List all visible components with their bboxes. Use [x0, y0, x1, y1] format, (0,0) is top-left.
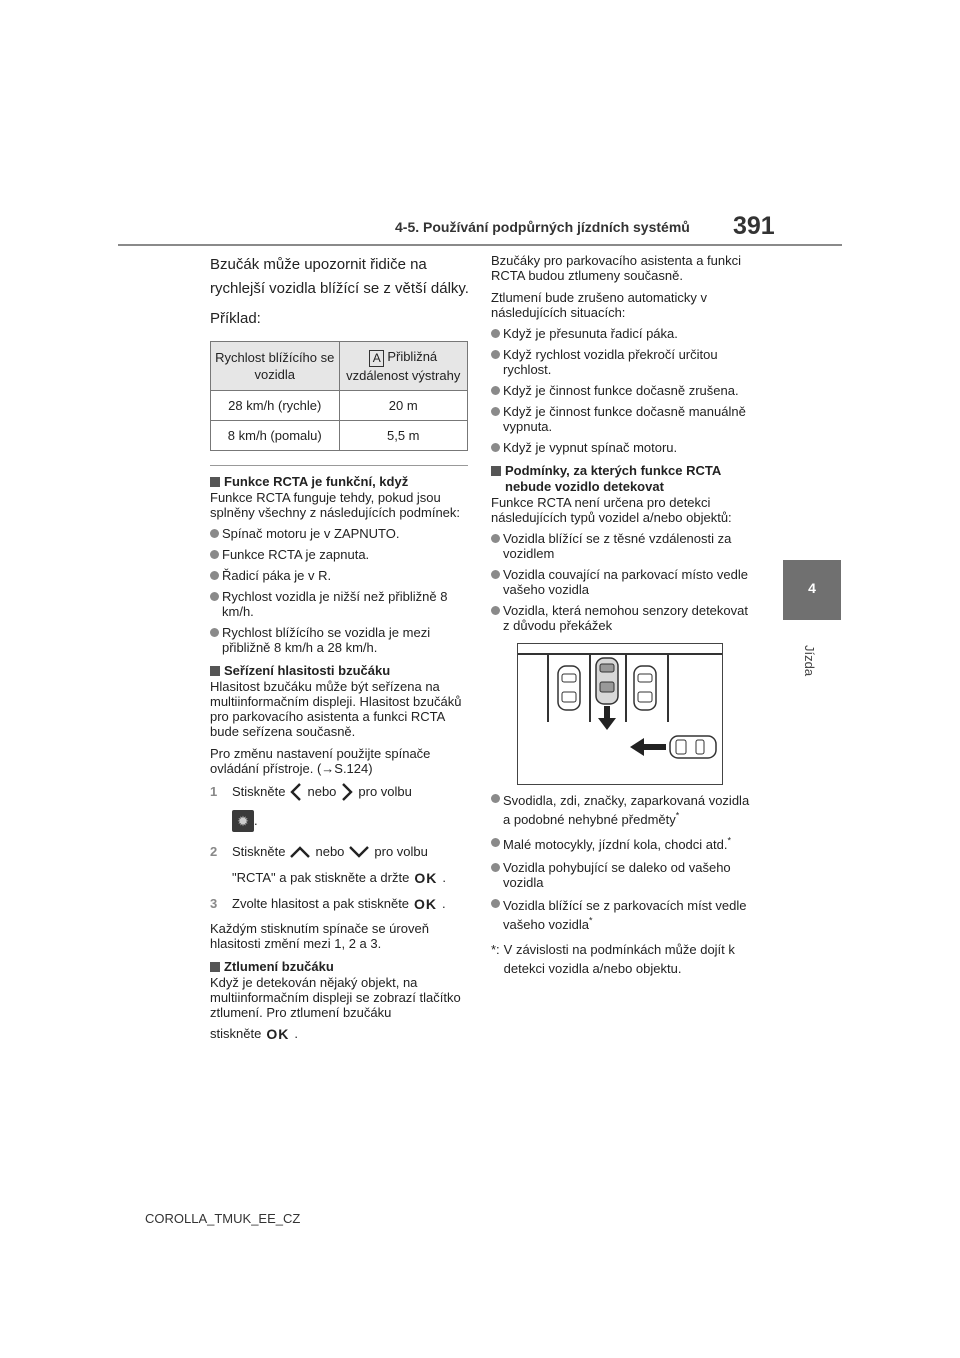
list-item: Vozidla blížící se z parkovacích míst vedle vašeho vozidla* [491, 896, 753, 934]
chevron-right-icon [340, 782, 354, 802]
header-rule [118, 244, 842, 246]
chevron-up-icon [289, 845, 311, 859]
bullet-dot-icon [491, 794, 500, 803]
bullet-dot-icon [491, 329, 500, 338]
step-2: 2 Stiskněte nebo pro volbu [210, 844, 428, 859]
section-heading: Podmínky, za kterých funkce RCTA nebude vozidlo detekovat [491, 463, 753, 495]
parking-diagram [517, 643, 723, 785]
list-item: Když rychlost vozidla překročí určitou rychlost. [491, 347, 753, 377]
document-footer: COROLLA_TMUK_EE_CZ [145, 1211, 301, 1226]
square-bullet-icon [210, 962, 220, 972]
right-column [491, 253, 753, 978]
section-body: Funkce RCTA funguje tehdy, pokud jsou splněny všechny z následujících podmínek: [210, 490, 461, 520]
table-cell-distance: 5,5 m [339, 421, 468, 451]
section-heading: Ztlumení bzučáku [210, 959, 472, 975]
bullet-dot-icon [491, 407, 500, 416]
section-body: Funkce RCTA není určena pro detekci následujících typů vozidel a/nebo objektů: [491, 495, 732, 525]
section-heading: Funkce RCTA je funkční, když [210, 474, 472, 490]
section-heading: Seřízení hlasitosti bzučáku [210, 663, 472, 679]
label-a-badge: A [369, 350, 384, 367]
bullet-dot-icon [491, 863, 500, 872]
intro-text: Bzučák může upozornit řidiče na rychlejší vozidla blížící se z větší dálky. [210, 256, 469, 297]
list-item: Když je přesunuta řadicí páka. [491, 326, 753, 341]
list-item: Spínač motoru je v ZAPNUTO. [210, 526, 472, 541]
table-cell-distance: 20 m [339, 391, 468, 421]
table-row [211, 391, 468, 421]
square-bullet-icon [491, 466, 501, 476]
chapter-label: Jízda [802, 645, 817, 677]
list-item: Rychlost blížícího se vozidla je mezi přibližně 8 km/h a 28 km/h. [210, 625, 472, 655]
chevron-left-icon [289, 782, 303, 802]
bullet-dot-icon [210, 592, 219, 601]
list-item: Vozidla, která nemohou senzory detekovat z důvodu překážek [491, 603, 753, 633]
step-2-cont: "RCTA" a pak stiskněte a držte OK . [232, 870, 446, 886]
section-body: Když je detekován nějaký objekt, na multiinformačním displeji se zobrazí tlačítko ztlumení. Pro ztlumení bzučáku [210, 975, 461, 1020]
ok-button-icon: OK [414, 896, 438, 912]
table-row [211, 421, 468, 451]
table-header-distance [339, 342, 468, 391]
approaching-car [670, 736, 716, 758]
example-label: Příklad: [210, 310, 261, 327]
footnote: *: V závislosti na podmínkách může dojít k detekci vozidla a/nebo objektu. [491, 942, 735, 976]
page-number: 391 [733, 212, 775, 240]
chevron-down-icon [348, 845, 370, 859]
bullet-dot-icon [210, 529, 219, 538]
list-item: Vozidla blížící se z těsné vzdálenosti za vozidlem [491, 531, 753, 561]
bullet-dot-icon [210, 628, 219, 637]
square-bullet-icon [210, 477, 220, 487]
step-1-icon-line: ✹ . [232, 810, 472, 832]
reverse-arrow-icon [598, 706, 616, 730]
list-item: Funkce RCTA je zapnuta. [210, 547, 472, 562]
parked-car-left [558, 666, 580, 710]
list-item: Když je činnost funkce dočasně zrušena. [491, 383, 753, 398]
bullet-dot-icon [491, 838, 500, 847]
list-item: Svodidla, zdi, značky, zaparkovaná vozidla a podobné nehybné předměty* [491, 791, 753, 829]
section-title: 4-5. Používání podpůrných jízdních systémů [395, 219, 690, 235]
chapter-number: 4 [808, 580, 816, 596]
bullet-dot-icon [210, 571, 219, 580]
section-body: Hlasitost bzučáku může být seřízena na multiinformačním displeji. Hlasitost bzučáků pro parkovacího asistenta a funkci RCTA bude seřízena současně. [210, 679, 462, 739]
paragraph: Ztlumení bude zrušeno automaticky v následujících situacích: [491, 290, 708, 320]
step-3: 3 Zvolte hlasitost a pak stiskněte OK . [210, 896, 446, 912]
mute-line: stiskněte OK . [210, 1026, 298, 1042]
list-item: Když je činnost funkce dočasně manuálně vypnuta. [491, 404, 753, 434]
bullet-dot-icon [491, 570, 500, 579]
left-column [210, 253, 472, 1044]
speed-table [210, 341, 468, 451]
section-body: Každým stisknutím spínače se úroveň hlasitosti změní mezi 1, 2 a 3. [210, 921, 429, 951]
table-cell-speed: 8 km/h (pomalu) [211, 421, 340, 451]
bullet-dot-icon [491, 534, 500, 543]
bullet-dot-icon [210, 550, 219, 559]
section-body: Pro změnu nastavení použijte spínače ovládání přístroje. (→S.124) [210, 746, 431, 776]
approaching-arrow-icon [630, 738, 666, 756]
step-1: 1 Stiskněte nebo pro volbu [210, 782, 472, 802]
own-car [596, 658, 618, 704]
table-cell-speed: 28 km/h (rychle) [211, 391, 340, 421]
ok-button-icon: OK [414, 870, 438, 886]
bullet-dot-icon [491, 386, 500, 395]
bullet-dot-icon [491, 899, 500, 908]
settings-gear-icon: ✹ [232, 810, 254, 832]
section-divider [210, 465, 468, 466]
list-item: Malé motocykly, jízdní kola, chodci atd.* [491, 835, 753, 854]
ok-button-icon: OK [266, 1026, 290, 1042]
table-header-row [211, 342, 468, 391]
list-item: Řadicí páka je v R. [210, 568, 472, 583]
list-item: Vozidla couvající na parkovací místo vedle vašeho vozidla [491, 567, 753, 597]
paragraph: Bzučáky pro parkovacího asistenta a funkci RCTA budou ztlumeny současně. [491, 253, 742, 283]
bullet-dot-icon [491, 443, 500, 452]
bullet-dot-icon [491, 350, 500, 359]
table-header-distance-label: Přibližná vzdálenost výstrahy [346, 349, 461, 383]
list-item: Rychlost vozidla je nižší než přibližně 8 km/h. [210, 589, 472, 619]
square-bullet-icon [210, 666, 220, 676]
parking-lot-illustration [518, 644, 722, 784]
bullet-dot-icon [491, 606, 500, 615]
list-item: Když je vypnut spínač motoru. [491, 440, 753, 455]
list-item: Vozidla pohybující se daleko od vašeho vozidla [491, 860, 753, 890]
table-header-speed: Rychlost blížícího se vozidla [211, 342, 340, 391]
parked-car-right [634, 666, 656, 710]
